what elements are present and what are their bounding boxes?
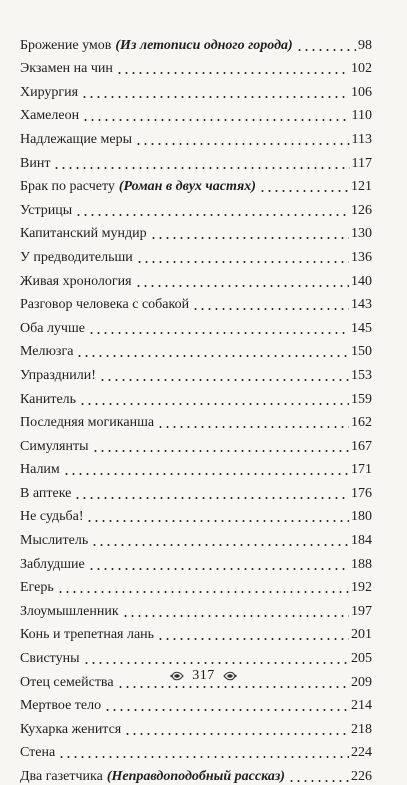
- toc-entry-page-number: 143: [351, 297, 372, 313]
- toc-entry-title: Брак по расчету: [20, 179, 115, 195]
- dot-leader: [91, 544, 349, 546]
- toc-entry: [20, 101, 372, 125]
- toc-entry-title: Кухарка женится: [20, 721, 122, 737]
- toc-entry: [20, 761, 372, 785]
- toc-entry-page-number: 197: [351, 603, 372, 619]
- toc-entry-page-number: 121: [351, 179, 372, 195]
- toc-entry-page-number: 201: [351, 627, 372, 643]
- toc-entry-page-number: 98: [358, 37, 372, 53]
- toc-entry: [20, 337, 372, 361]
- dot-leader: [58, 756, 349, 758]
- toc-entry-page-number: 140: [351, 273, 372, 289]
- toc-entry-page-number: 126: [351, 202, 372, 218]
- dot-leader: [75, 214, 349, 216]
- dot-leader: [83, 662, 350, 664]
- toc-entry-title: Мелюзга: [20, 344, 74, 360]
- toc-entry-page-number: 167: [351, 438, 372, 454]
- dot-leader: [92, 450, 349, 452]
- dot-leader: [124, 733, 349, 735]
- toc-entry-page-number: 176: [351, 485, 372, 501]
- toc-entry-page-number: 188: [351, 556, 372, 572]
- toc-entry-title: Капитанский мундир: [20, 226, 147, 242]
- toc-entry-title: Симулянты: [20, 438, 89, 454]
- dot-leader: [150, 237, 349, 239]
- toc-entry-title: Заблудшие: [20, 556, 85, 572]
- dot-leader: [53, 167, 349, 169]
- toc-entry-page-number: 153: [351, 367, 372, 383]
- toc-entry: [20, 643, 372, 667]
- toc-entry-title: Егерь: [20, 580, 54, 596]
- page-footer: [0, 668, 407, 684]
- toc-entry-title: Канитель: [20, 391, 77, 407]
- toc-entry-title: Два газетчика: [20, 769, 103, 784]
- dot-leader: [76, 355, 349, 357]
- dot-leader: [116, 72, 349, 74]
- dot-leader: [192, 308, 349, 310]
- toc-entry-title: Живая хронология: [20, 273, 132, 289]
- toc-entry-page-number: 117: [351, 155, 372, 171]
- toc-entry-page-number: 226: [351, 769, 372, 784]
- toc-entry-subtitle: (Из летописи одного города): [115, 37, 293, 53]
- dot-leader: [136, 261, 349, 263]
- toc-entry: [20, 478, 372, 502]
- dot-leader: [122, 615, 349, 617]
- toc-entry-title: Мертвое тело: [20, 698, 102, 714]
- toc-entry-page-number: 145: [351, 320, 372, 336]
- toc-entry-page-number: 184: [351, 533, 372, 549]
- page-number: 317: [192, 668, 215, 683]
- toc-entry-page-number: 171: [351, 462, 372, 478]
- toc-entry: [20, 502, 372, 526]
- dot-leader: [288, 780, 349, 782]
- toc-entry-title: Экзамен на чин: [20, 61, 113, 77]
- toc-entry-page-number: 192: [351, 580, 372, 596]
- toc-entry-title: Отец семейства: [20, 674, 114, 690]
- toc-entry: [20, 384, 372, 408]
- toc-entry-subtitle: (Роман в двух частях): [118, 179, 256, 195]
- toc-entry-title: Последняя могиканша: [20, 415, 155, 431]
- toc-entry-page-number: 130: [351, 226, 372, 242]
- toc-entry: [20, 54, 372, 78]
- toc-entry-title: Конь и трепетная лань: [20, 627, 155, 643]
- dot-leader: [259, 190, 349, 192]
- toc-entry: [20, 30, 372, 54]
- dot-leader: [104, 709, 349, 711]
- toc-entry-page-number: 159: [351, 391, 372, 407]
- toc-entry: [20, 620, 372, 644]
- toc-entry-title: Надлежащие меры: [20, 131, 132, 147]
- toc-entry: [20, 596, 372, 620]
- dot-leader: [79, 403, 349, 405]
- fleuron-ornament-icon: [223, 670, 237, 682]
- toc-entry-title: Устрицы: [20, 202, 73, 218]
- toc-entry-title: Свистуны: [20, 651, 80, 667]
- dot-leader: [157, 638, 349, 640]
- toc-entry-page-number: 209: [351, 674, 372, 690]
- toc-entry: [20, 77, 372, 101]
- dot-leader: [74, 497, 349, 499]
- dot-leader: [88, 332, 349, 334]
- dot-leader: [82, 119, 349, 121]
- toc-entry: [20, 714, 372, 738]
- toc-entry-title: Разговор человека с собакой: [20, 297, 190, 313]
- toc-entry-title: Оба лучше: [20, 320, 85, 336]
- toc-entry: [20, 691, 372, 715]
- dot-leader: [88, 568, 349, 570]
- toc-entry: [20, 408, 372, 432]
- toc-entry-title: В аптеке: [20, 485, 72, 501]
- toc-entry: [20, 266, 372, 290]
- toc-entry-page-number: 136: [351, 249, 372, 265]
- toc-entry-page-number: 150: [351, 344, 372, 360]
- toc-entry-title: Злоумышленник: [20, 603, 119, 619]
- toc-entry-title: Упразднили!: [20, 367, 96, 383]
- toc-entry-title: Хирургия: [20, 84, 79, 100]
- dot-leader: [63, 473, 349, 475]
- toc-entry: [20, 195, 372, 219]
- toc-entry: [20, 549, 372, 573]
- toc-entry: [20, 360, 372, 384]
- toc-entry-page-number: 214: [351, 698, 372, 714]
- dot-leader: [99, 379, 349, 381]
- toc-entry-page-number: 180: [351, 509, 372, 525]
- toc-entry: [20, 431, 372, 455]
- toc-entry: [20, 242, 372, 266]
- toc-entry: [20, 573, 372, 597]
- toc-entry-title: У предводительши: [20, 249, 133, 265]
- dot-leader: [135, 285, 349, 287]
- toc-entry: [20, 219, 372, 243]
- toc-entry-page-number: 110: [351, 108, 372, 124]
- toc-entry: [20, 148, 372, 172]
- toc-entry-title: Винт: [20, 155, 51, 171]
- toc-entry-title: Не судьба!: [20, 509, 84, 525]
- toc-entry-title: Мыслитель: [20, 533, 89, 549]
- dot-leader: [81, 96, 349, 98]
- toc-entry: [20, 525, 372, 549]
- dot-leader: [135, 143, 350, 145]
- toc-entry: [20, 172, 372, 196]
- toc-entry: [20, 738, 372, 762]
- toc-entry-page-number: 218: [351, 721, 372, 737]
- toc-entry-page-number: 102: [351, 61, 372, 77]
- toc-entry: [20, 124, 372, 148]
- toc-entry: [20, 455, 372, 479]
- toc-entry-page-number: 106: [351, 84, 372, 100]
- dot-leader: [296, 49, 356, 51]
- toc-entry-page-number: 113: [351, 131, 372, 147]
- toc-entry: [20, 313, 372, 337]
- toc-entry-page-number: 162: [351, 415, 372, 431]
- toc-entry-title: Стена: [20, 745, 56, 761]
- dot-leader: [157, 426, 349, 428]
- toc-entry-subtitle: (Неправдоподобный рассказ): [106, 769, 285, 784]
- toc-entry: [20, 290, 372, 314]
- fleuron-ornament-icon: [170, 670, 184, 682]
- toc-entry-title: Брожение умов: [20, 37, 112, 53]
- dot-leader: [86, 520, 349, 522]
- toc-entry-page-number: 224: [351, 745, 372, 761]
- dot-leader: [117, 686, 349, 688]
- toc-entry-page-number: 205: [351, 651, 372, 667]
- toc-entry-title: Хамелеон: [20, 108, 80, 124]
- toc-entry-title: Налим: [20, 462, 60, 478]
- dot-leader: [57, 591, 349, 593]
